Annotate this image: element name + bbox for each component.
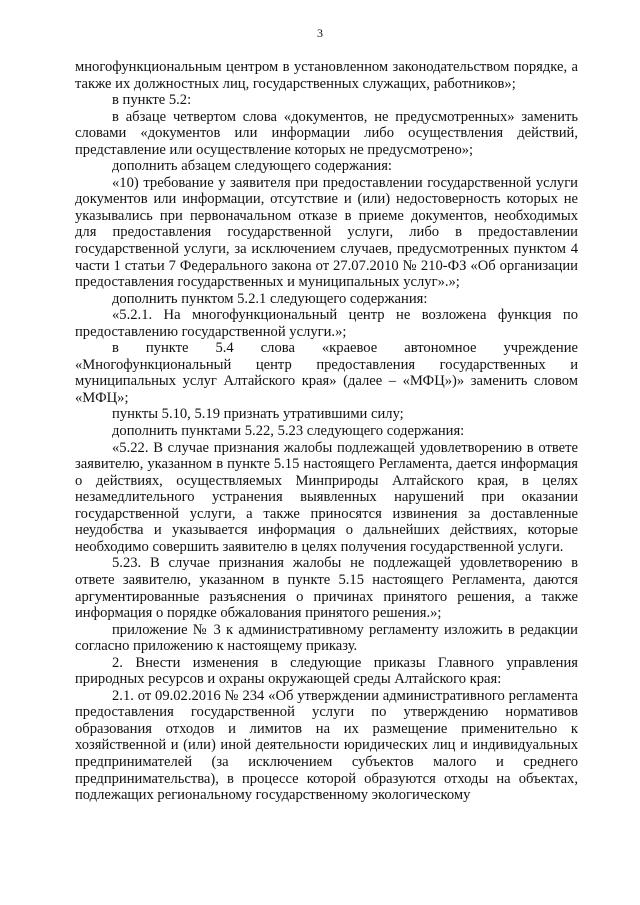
paragraph: «10) требование у заявителя при предоставлении государственной услуги документов или информации, отсутствие и (или) недостоверность которых не указывались при первоначальном отказе в приеме документов, необходимых для предоставления государственной услуги, либо в предоставлении государственной услуги, за исключением случаев, предусмотренных пунктом 4 части 1 статьи 7 Федерального закона от 27.07.2010 № 210-ФЗ «Об организации предоставления государственных и муниципальных услуг».»; (75, 174, 578, 291)
paragraph: в абзаце четвертом слова «документов, не предусмотренных» заменить словами «документов или информации либо осуществления действий, представление или осуществление которых не предусмотрено»; (75, 108, 578, 158)
paragraph: в пункте 5.2: (112, 92, 192, 109)
paragraph: 5.23. В случае признания жалобы не подлежащей удовлетворению в ответе заявителю, указанном в пункте 5.15 настоящего Регламента, даются аргументированные разъяснения о причинах принятого решения, а также информация о порядке обжалования принятого решения.»; (75, 555, 578, 622)
paragraph: 2. Внести изменения в следующие приказы Главного управления природных ресурсов и охраны окружающей среды Алтайского края: (75, 654, 578, 688)
paragraph: «5.2.1. На многофункциональный центр не возложена функция по предоставлению государственной услуги.»; (75, 307, 578, 340)
paragraph: «5.22. В случае признания жалобы подлежащей удовлетворению в ответе заявителю, указанном в пункте 5.15 настоящего Регламента, дается информация о действиях, осуществляемых Минприроды Алтайского края, в целях незамедлительного устранения выявленных нарушений при оказании государственной услуги, а также приносятся извинения за доставленные неудобства и указывается информация о дальнейших действиях, которые необходимо совершить заявителю в целях получения государственной услуги. (75, 439, 578, 555)
paragraph: в пункте 5.4 слова «краевое автономное учреждение «Многофункциональный центр предоставления государственных и муниципальных услуг Алтайского края» (далее – «МФЦ»)» заменить словом «МФЦ»; (75, 340, 578, 406)
paragraph: многофункциональным центром в установленном законодательством порядке, а также их должностных лиц, государственных служащих, работников»; (75, 59, 578, 92)
paragraph: приложение № 3 к административному регламенту изложить в редакции согласно приложению к настоящему приказу. (75, 621, 578, 655)
paragraph: дополнить пунктами 5.22, 5.23 следующего содержания: (112, 423, 465, 440)
page-number: 3 (317, 26, 323, 40)
paragraph: дополнить пунктом 5.2.1 следующего содержания: (112, 290, 428, 307)
paragraph: пункты 5.10, 5.19 признать утратившими силу; (112, 406, 404, 423)
paragraph: дополнить абзацем следующего содержания: (112, 158, 392, 175)
document-body (75, 59, 578, 804)
paragraph: 2.1. от 09.02.2016 № 234 «Об утверждении административного регламента предоставления государственной услуги по утверждению нормативов образования отходов и лимитов на их размещение применительно к хозяйственной и (или) иной деятельности юридических лиц и индивидуальных предпринимателей (за исключением субъектов малого и среднего предпринимательства), в процессе которой образуются отходы на объектах, подлежащих региональному государственному экологическому (75, 687, 578, 804)
